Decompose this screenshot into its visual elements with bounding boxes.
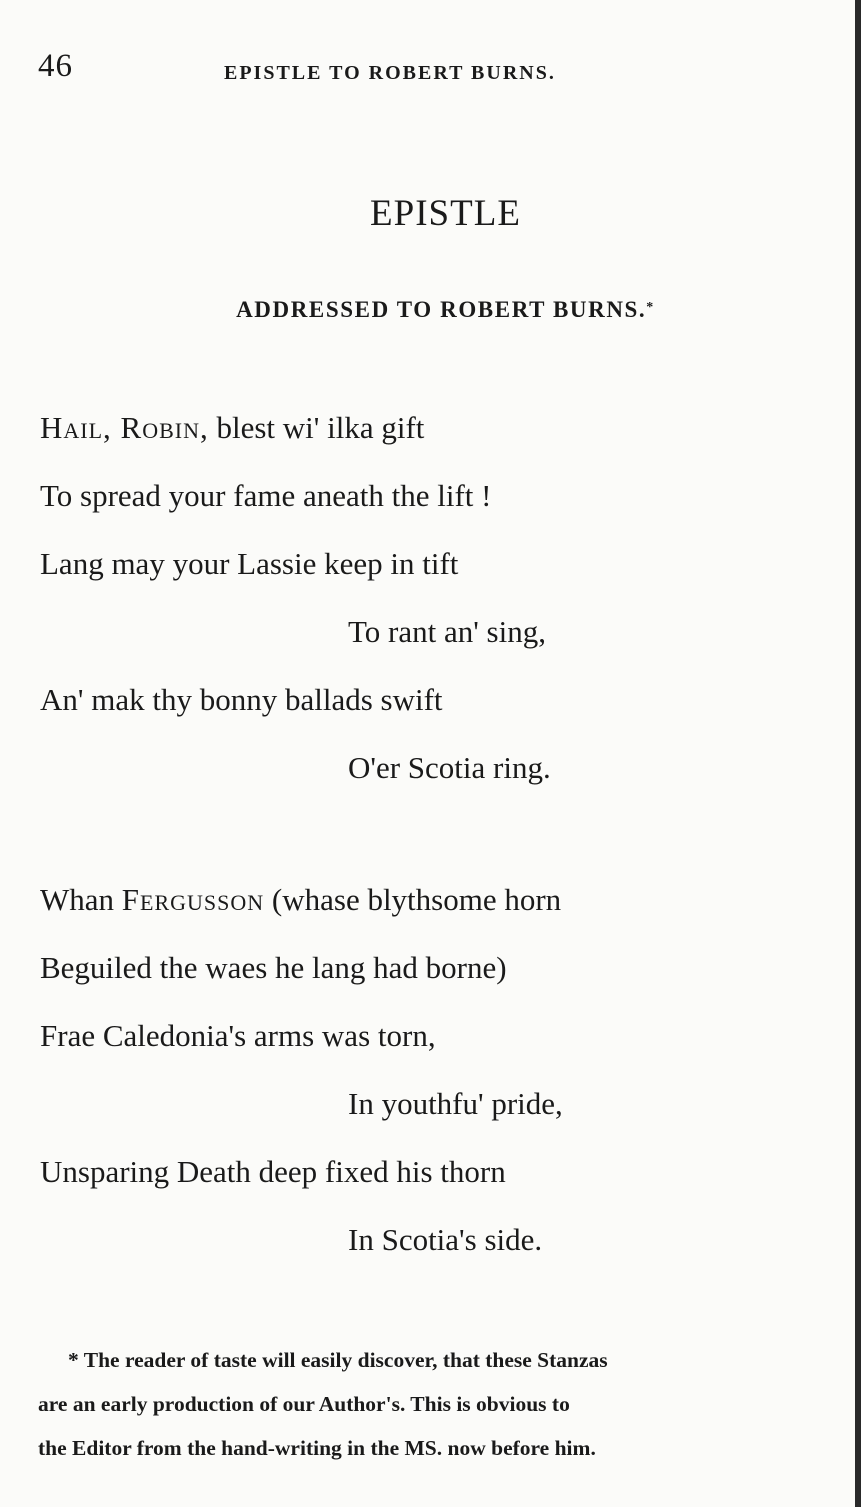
verse-text-pre: Whan — [40, 882, 122, 917]
footnote-marker: * — [646, 300, 655, 315]
verse-lead-small-caps: Fergusson — [121, 882, 265, 917]
footnote-line: the Editor from the hand-writing in the MS. now before him. — [38, 1436, 596, 1460]
verse-line-indented: In youthfu' pride, — [348, 1086, 563, 1121]
stanza-2 — [40, 866, 800, 1274]
page-number: 46 — [38, 48, 73, 84]
verse-line — [40, 394, 800, 462]
subtitle-text: ADDRESSED TO ROBERT BURNS. — [236, 297, 647, 322]
verse-line: Beguiled the waes he lang had borne) — [40, 950, 507, 985]
footnote-line: are an early production of our Author's. This is obvious to — [38, 1392, 570, 1416]
verse-line: Lang may your Lassie keep in tift — [40, 546, 459, 581]
verse-lead-small-caps: Hail, Robin, — [40, 410, 209, 445]
verse-line-indented: O'er Scotia ring. — [348, 750, 551, 785]
stanza-1 — [40, 394, 800, 802]
footnote-line: * The reader of taste will easily discover, that these Stanzas — [68, 1348, 608, 1372]
running-head: EPISTLE TO ROBERT BURNS. — [224, 62, 556, 84]
verse-text: (whase blythsome horn — [264, 882, 562, 917]
verse-line: An' mak thy bonny ballads swift — [40, 682, 443, 717]
page-header — [38, 48, 831, 98]
verse-line: Frae Caledonia's arms was torn, — [40, 1018, 436, 1053]
verse-line-indented: To rant an' sing, — [348, 614, 546, 649]
verse-line: Unsparing Death deep fixed his thorn — [40, 1154, 506, 1189]
verse-line-indented: In Scotia's side. — [348, 1222, 543, 1257]
verse-text: blest wi' ilka gift — [208, 410, 425, 445]
poem-title: EPISTLE — [370, 193, 521, 234]
poem-subtitle — [0, 297, 861, 323]
footnote — [38, 1338, 839, 1470]
verse-line — [40, 866, 800, 934]
verse-line: To spread your fame aneath the lift ! — [40, 478, 492, 513]
